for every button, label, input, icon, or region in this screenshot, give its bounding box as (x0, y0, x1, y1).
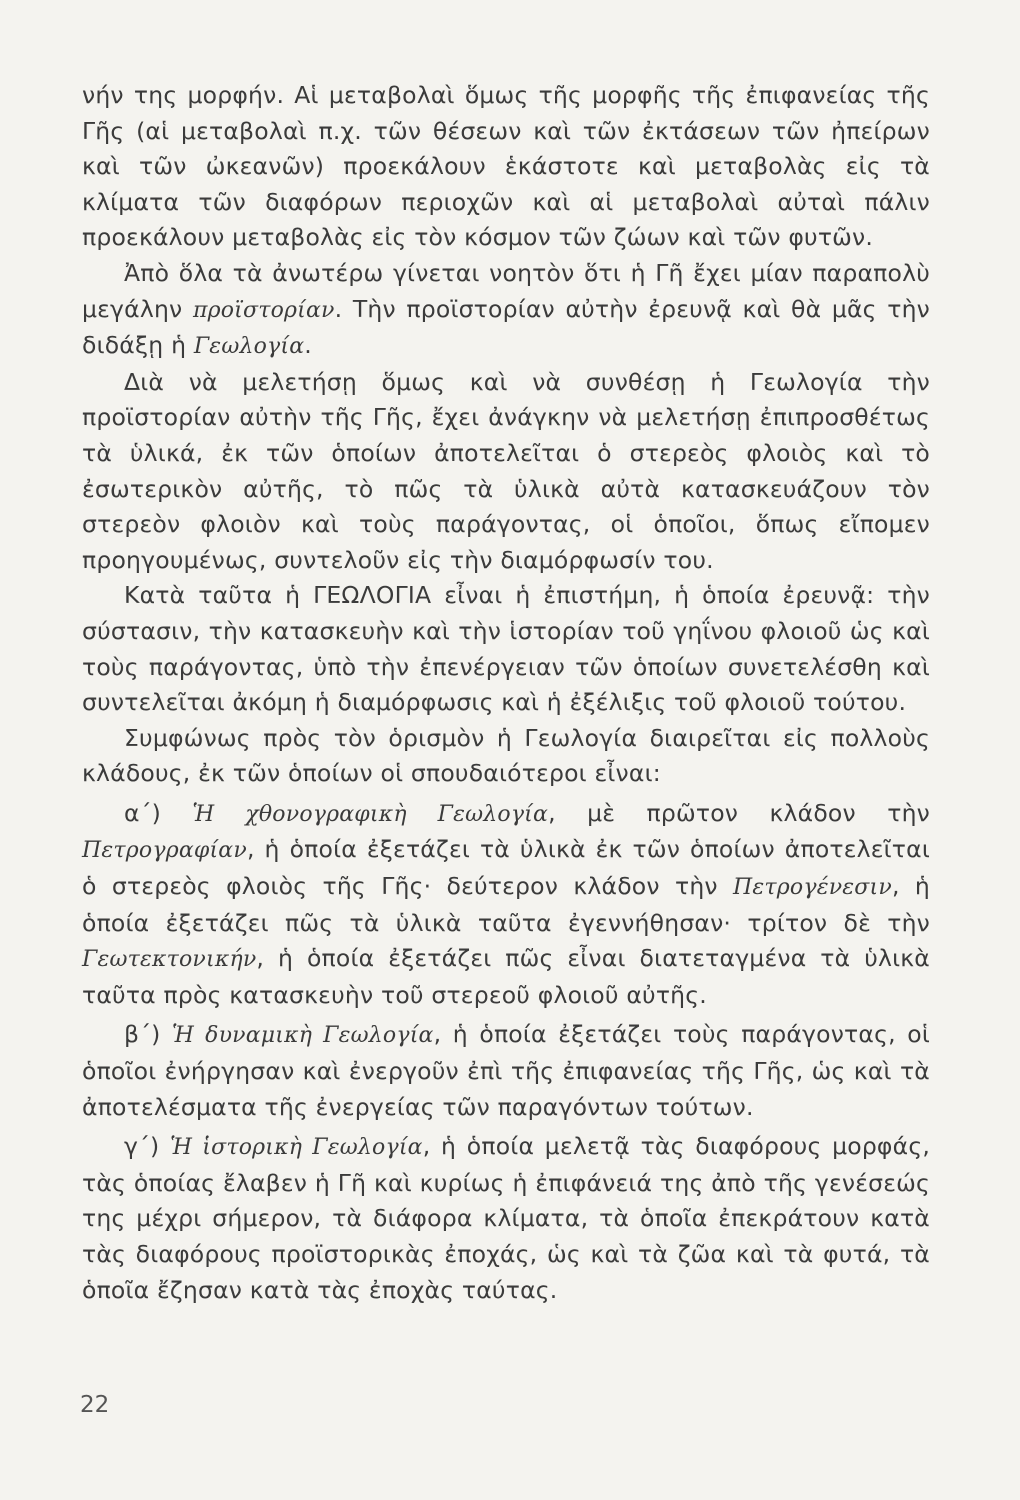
paragraph (82, 78, 930, 256)
text-run: Ἀπὸ ὅλα τὰ ἀνωτέρω γίνεται νοητὸν ὅτι ἡ Γῆ ἔχει μίαν παραπολὺ μεγάλην (82, 258, 930, 323)
text-run: Κατὰ ταῦτα ἡ ΓΕΩΛΟΓΙΑ εἶναι ἡ ἐπιστήμη, ἡ ὁποία ἐρευνᾷ: τὴν σύστασιν, τὴν κατασκευὴν καὶ τὴν ἱστορίαν τοῦ γηΐνου φλοιοῦ ὡς καὶ τοὺς παράγοντας, ὑπὸ τὴν ἐπενέργειαν τῶν ὁποίων συνετελέσθη καὶ συντελεῖται ἀκόμη ἡ διαμόρφωσις καὶ ἡ ἐξέλιξις τοῦ φλοιοῦ τούτου. (82, 581, 930, 717)
paragraph (82, 256, 930, 365)
text-run: γ´) (124, 1132, 171, 1161)
text-run: α´) (124, 798, 193, 827)
text-run: . Τὴν προϊστορίαν αὐτὴν ἐρευνᾷ καὶ θὰ μᾶς τὴν διδάξῃ ἡ (82, 294, 930, 360)
text-run: νήν της μορφήν. Αἱ μεταβολαὶ ὅμως τῆς μορφῆς τῆς ἐπιφανείας τῆς Γῆς (αἱ μεταβολαὶ π.χ. τῶν θέσεων καὶ τῶν ἐκτάσεων τῶν ἠπείρων καὶ τῶν ὠκεανῶν) προεκάλουν ἑκάστοτε καὶ μεταβολὰς εἰς τὰ κλίματα τῶν διαφόρων περιοχῶν καὶ αἱ μεταβολαὶ αὐταὶ πάλιν προεκάλουν μεταβολὰς εἰς τὸν κόσμον τῶν ζώων καὶ τῶν φυτῶν. (82, 81, 930, 252)
paragraph (82, 578, 930, 720)
paragraph (82, 721, 930, 792)
italic-term: Πετρογένεσιν (733, 875, 892, 901)
italic-term: Πετρογραφίαν (82, 838, 247, 864)
paragraph (82, 365, 930, 579)
list-item-paragraph (82, 1129, 930, 1308)
italic-term: Ἡ δυναμικὴ Γεωλογία (172, 1023, 434, 1049)
list-item-paragraph (82, 796, 930, 1014)
text-run: , ἡ ὁποία μελετᾷ τὰς διαφόρους μορφάς, τὰς ὁποίας ἔλαβεν ἡ Γῆ καὶ κυρίως ἡ ἐπιφάνειά της ἀπὸ τῆς γενέσεώς της μέχρι σήμερον, τὰ διάφορα κλίματα, τὰ ὁποῖα ἐπεκράτουν κατὰ τὰς διαφόρους προϊστορικὰς ἐποχάς, ὡς καὶ τὰ ζῶα καὶ τὰ φυτά, τὰ ὁποῖα ἔζησαν κατὰ τὰς ἐποχὰς ταύτας. (82, 1132, 930, 1304)
text-run: , ἡ ὁποία ἐξετάζει πῶς εἶναι διατεταγμένα τὰ ὑλικὰ ταῦτα πρὸς κατασκευὴν τοῦ στερεοῦ φλοιοῦ αὐτῆς. (82, 944, 930, 1009)
italic-term: Γεωτεκτονικήν (82, 947, 257, 973)
list-item-paragraph (82, 1017, 930, 1125)
text-run: Συμφώνως πρὸς τὸν ὁρισμὸν ἡ Γεωλογία διαιρεῖται εἰς πολλοὺς κλάδους, ἐκ τῶν ὁποίων οἱ σπουδαιότεροι εἶναι: (82, 723, 930, 788)
text-run: Διὰ νὰ μελετήσῃ ὅμως καὶ νὰ συνθέσῃ ἡ Γεωλογία τὴν προϊστορίαν αὐτὴν τῆς Γῆς, ἔχει ἀνάγκην νὰ μελετήσῃ ἐπιπροσθέτως τὰ ὑλικά, ἐκ τῶν ὁποίων ἀποτελεῖται ὁ στερεὸς φλοιὸς καὶ τὸ ἐσωτερικὸν αὐτῆς, τὸ πῶς τὰ ὑλικὰ αὐτὰ κατασκευάζουν τὸν στερεὸν φλοιὸν καὶ τοὺς παράγοντας, οἱ ὁποῖοι, ὅπως εἴπομεν προηγουμένως, συντελοῦν εἰς τὴν διαμόρφωσίν του. (82, 367, 930, 574)
text-run: , ἡ ὁποία ἐξετάζει τοὺς παράγοντας, οἱ ὁποῖοι ἐνήργησαν καὶ ἐνεργοῦν ἐπὶ τῆς ἐπιφανείας τῆς Γῆς, ὡς καὶ τὰ ἀποτελέσματα τῆς ἐνεργείας τῶν παραγόντων τούτων. (82, 1020, 931, 1121)
italic-term: προϊστορίαν (192, 297, 335, 323)
text-run: . (304, 331, 312, 360)
body-text (82, 78, 930, 1308)
page-number: 22 (80, 1392, 110, 1418)
italic-term: Γεωλογία (193, 334, 305, 360)
text-run: β´) (124, 1020, 173, 1049)
text-run: , ἡ ὁποία ἐξετάζει πῶς τὰ ὑλικὰ ταῦτα ἐγεννήθησαν· τρίτον δὲ τὴν (82, 872, 930, 937)
text-run: , ἡ ὁποία ἐξετάζει τὰ ὑλικὰ ἐκ τῶν ὁποίων ἀποτελεῖται ὁ στερεὸς φλοιὸς τῆς Γῆς· δεύτερον κλάδον τὴν (82, 835, 930, 901)
italic-term: Ἡ χθονογραφικὴ Γεωλογία (192, 801, 549, 827)
italic-term: Ἡ ἱστορικὴ Γεωλογία (170, 1135, 423, 1161)
text-run: , μὲ πρῶτον κλάδον τὴν (548, 798, 930, 827)
